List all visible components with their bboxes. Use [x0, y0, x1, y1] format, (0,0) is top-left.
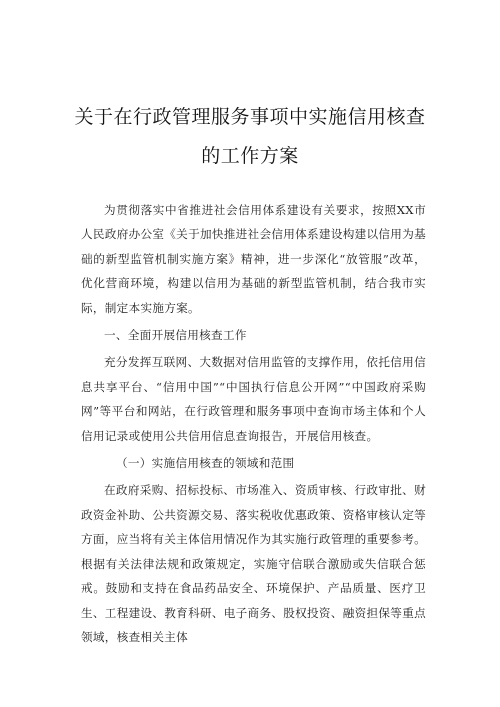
document-title-line-1: 关于在行政管理服务事项中实施信用核查 [74, 106, 426, 128]
subsection-1-paragraph: 在政府采购、招标投标、市场准入、资质审核、行政审批、财政资金补助、公共资源交易、落实税收优惠政策、资格审核认定等方面，应当将有关主体信用情况作为其实施行政管理的重要参考。根据有关法律法规和政策规定，实施守信联合激励或失信联合惩戒。鼓励和支持在食品药品安全、环境保护、产品质量、医疗卫生、工程建设、教育科研、电子商务、股权投资、融资担保等重点领域，核查相关主体 [81, 483, 426, 644]
section-1-heading: 一、全面开展信用核查工作 [104, 328, 247, 343]
section-1-paragraph: 充分发挥互联网、大数据对信用监管的支撑作用，依托信用信息共享平台、“信用中国”“中国执行信息公开网”“中国政府采购网”等平台和网站，在行政管理和服务事项中查询市场主体和个人信用记录或使用公共信用信息查询报告，开展信用核查。 [81, 355, 426, 443]
document-title-line-2: 的工作方案 [201, 145, 299, 167]
intro-paragraph: 为贯彻落实中省推进社会信用体系建设有关要求，按照XX市人民政府办公室《关于加快推进社会信用体系建设构建以信用为基础的新型监管机制实施方案》精神，进一步深化“放管服”改革，优化营商环境，构建以信用为基础的新型监管机制，结合我市实际，制定本实施方案。 [81, 203, 426, 315]
document-body [81, 198, 426, 649]
subsection-1-heading: （一）实施信用核查的领域和范围 [116, 456, 295, 471]
